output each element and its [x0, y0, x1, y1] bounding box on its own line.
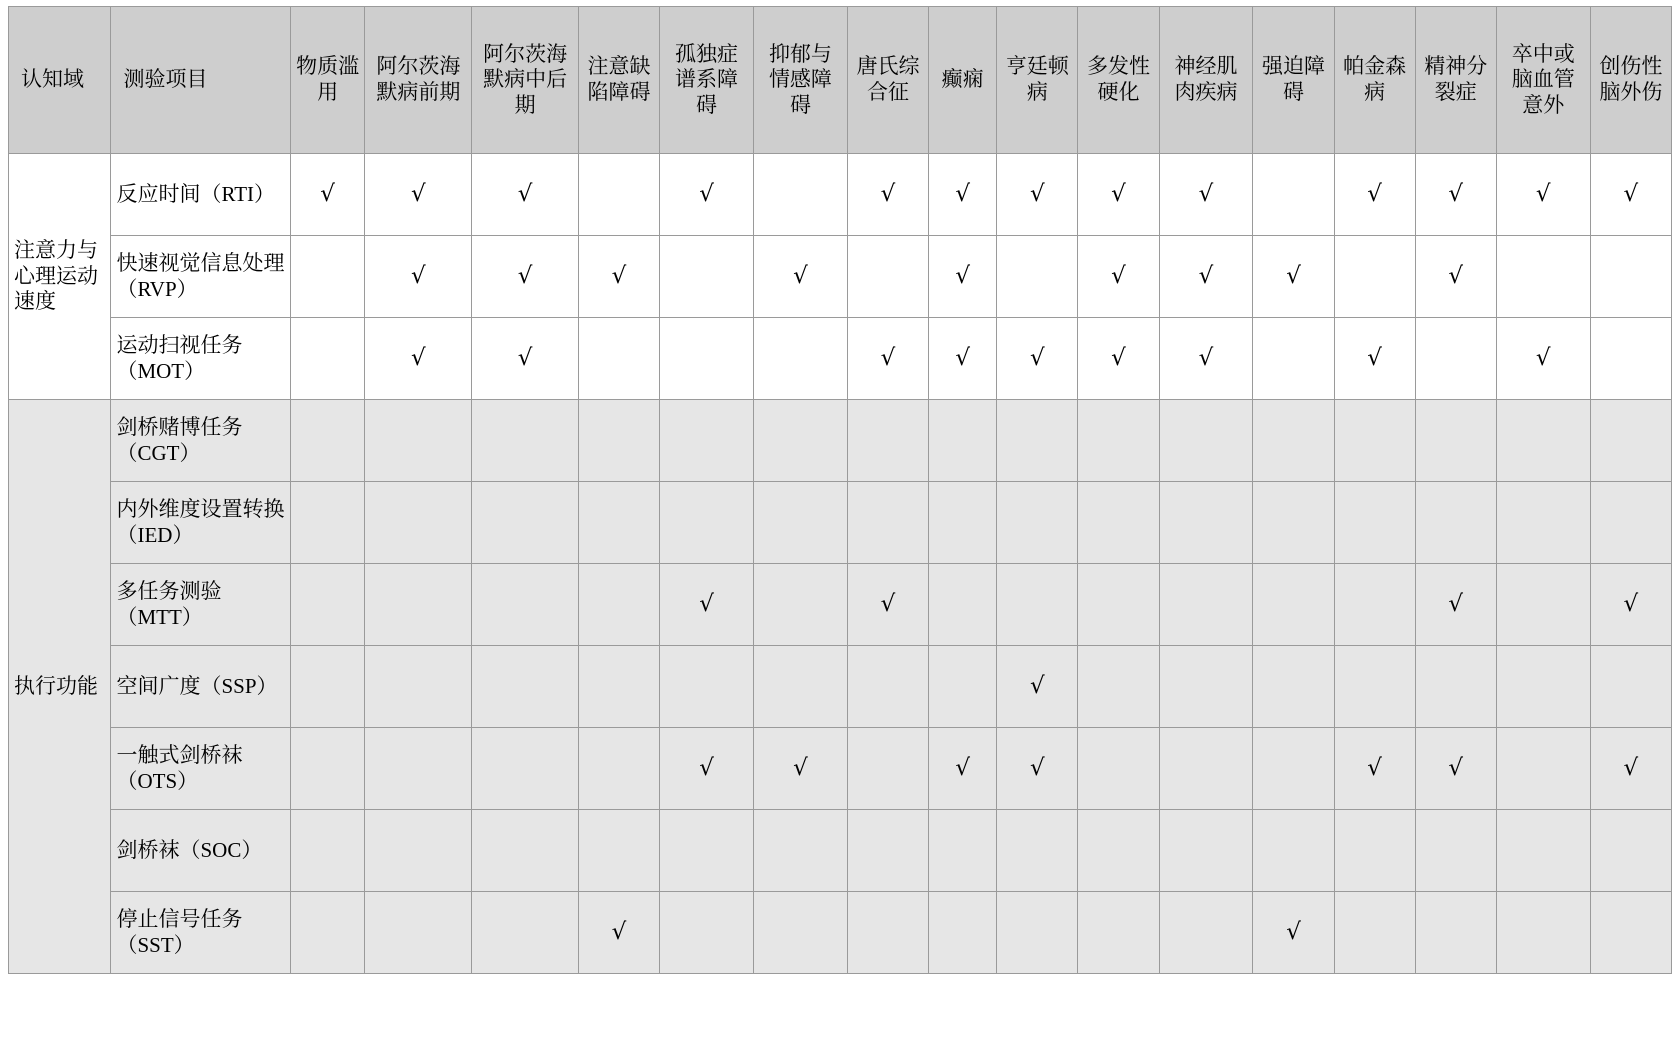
- checkmark-icon: √: [1030, 344, 1045, 371]
- empty-cell: [365, 810, 472, 892]
- check-cell: [929, 318, 997, 400]
- check-cell: [1078, 318, 1159, 400]
- empty-cell: [472, 810, 579, 892]
- check-cell: [660, 564, 754, 646]
- check-cell: [1253, 236, 1334, 318]
- check-cell: [365, 236, 472, 318]
- checkmark-icon: √: [955, 180, 970, 207]
- table-row: [9, 728, 1672, 810]
- empty-cell: [472, 564, 579, 646]
- check-cell: [1334, 728, 1415, 810]
- test-item-cell: 快速视觉信息处理（RVP）: [111, 236, 290, 318]
- test-item-cell: 内外维度设置转换（IED）: [111, 482, 290, 564]
- header-condition-5: [753, 7, 847, 154]
- table-row: [9, 892, 1672, 974]
- empty-cell: [1415, 646, 1496, 728]
- header-condition-15: [1590, 7, 1671, 154]
- header-condition-label: 物质滥用: [296, 54, 360, 104]
- test-item-cell: 多任务测验（MTT）: [111, 564, 290, 646]
- empty-cell: [929, 892, 997, 974]
- check-cell: [1496, 318, 1590, 400]
- empty-cell: [997, 482, 1078, 564]
- empty-cell: [1415, 318, 1496, 400]
- checkmark-icon: √: [1448, 180, 1464, 207]
- empty-cell: [1078, 400, 1159, 482]
- check-cell: [578, 236, 659, 318]
- checkmark-icon: √: [1198, 344, 1214, 371]
- checkmark-icon: √: [699, 590, 714, 617]
- empty-cell: [1334, 400, 1415, 482]
- check-cell: [472, 318, 579, 400]
- empty-cell: [1415, 400, 1496, 482]
- empty-cell: [929, 810, 997, 892]
- header-condition-label: 亨廷顿病: [1005, 54, 1069, 104]
- test-item-cell: 剑桥赌博任务（CGT）: [111, 400, 290, 482]
- check-cell: [1590, 564, 1671, 646]
- checkmark-icon: √: [699, 754, 714, 781]
- empty-cell: [578, 482, 659, 564]
- empty-cell: [753, 400, 847, 482]
- empty-cell: [1496, 728, 1590, 810]
- checkmark-icon: √: [699, 180, 714, 207]
- empty-cell: [472, 892, 579, 974]
- header-condition-3: [578, 7, 659, 154]
- empty-cell: [1159, 728, 1253, 810]
- header-condition-label: 癫痫: [941, 67, 984, 92]
- empty-cell: [290, 318, 365, 400]
- table-row: [9, 400, 1672, 482]
- check-cell: [997, 154, 1078, 236]
- empty-cell: [1590, 482, 1671, 564]
- header-condition-12: [1334, 7, 1415, 154]
- empty-cell: [1496, 482, 1590, 564]
- empty-cell: [997, 564, 1078, 646]
- empty-cell: [578, 728, 659, 810]
- empty-cell: [929, 482, 997, 564]
- empty-cell: [1334, 236, 1415, 318]
- empty-cell: [1078, 728, 1159, 810]
- check-cell: [1415, 236, 1496, 318]
- header-condition-label: 注意缺陷障碍: [587, 54, 651, 104]
- empty-cell: [660, 236, 754, 318]
- check-cell: [1078, 154, 1159, 236]
- empty-cell: [1253, 400, 1334, 482]
- test-item-cell: 剑桥袜（SOC）: [111, 810, 290, 892]
- checkmark-icon: √: [1030, 672, 1045, 699]
- empty-cell: [1253, 810, 1334, 892]
- empty-cell: [472, 646, 579, 728]
- empty-cell: [365, 892, 472, 974]
- empty-cell: [847, 482, 928, 564]
- empty-cell: [753, 646, 847, 728]
- empty-cell: [847, 810, 928, 892]
- table-row: [9, 564, 1672, 646]
- empty-cell: [929, 646, 997, 728]
- empty-cell: [290, 646, 365, 728]
- check-cell: [1415, 154, 1496, 236]
- empty-cell: [578, 154, 659, 236]
- header-condition-label: 孤独症谱系障碍: [675, 41, 739, 117]
- empty-cell: [753, 892, 847, 974]
- check-cell: [847, 154, 928, 236]
- empty-cell: [1334, 892, 1415, 974]
- empty-cell: [290, 564, 365, 646]
- checkmark-icon: √: [1367, 344, 1382, 371]
- header-condition-11: [1253, 7, 1334, 154]
- checkmark-icon: √: [955, 344, 970, 371]
- checkmark-icon: √: [611, 918, 627, 945]
- check-cell: [929, 236, 997, 318]
- checkmark-icon: √: [1286, 918, 1301, 945]
- checkmark-icon: √: [411, 180, 426, 207]
- table-row: [9, 318, 1672, 400]
- checkmark-icon: √: [517, 180, 533, 207]
- checkmark-icon: √: [1030, 180, 1045, 207]
- empty-cell: [290, 400, 365, 482]
- empty-cell: [660, 400, 754, 482]
- empty-cell: [578, 400, 659, 482]
- empty-cell: [1253, 482, 1334, 564]
- table-row: [9, 482, 1672, 564]
- checkmark-icon: √: [1623, 180, 1639, 207]
- empty-cell: [290, 482, 365, 564]
- check-cell: [1590, 728, 1671, 810]
- empty-cell: [660, 318, 754, 400]
- header-condition-2: [472, 7, 579, 154]
- check-cell: [1415, 564, 1496, 646]
- empty-cell: [365, 482, 472, 564]
- test-item-cell: 空间广度（SSP）: [111, 646, 290, 728]
- checkmark-icon: √: [1198, 262, 1214, 289]
- empty-cell: [1253, 154, 1334, 236]
- empty-cell: [1078, 810, 1159, 892]
- empty-cell: [1253, 646, 1334, 728]
- check-cell: [847, 318, 928, 400]
- check-cell: [365, 154, 472, 236]
- table-row: [9, 236, 1672, 318]
- empty-cell: [1334, 564, 1415, 646]
- empty-cell: [1590, 892, 1671, 974]
- check-cell: [1253, 892, 1334, 974]
- empty-cell: [1415, 892, 1496, 974]
- checkmark-icon: √: [1367, 180, 1382, 207]
- empty-cell: [1590, 646, 1671, 728]
- empty-cell: [290, 810, 365, 892]
- empty-cell: [929, 400, 997, 482]
- header-condition-label: 创伤性脑外伤: [1599, 54, 1663, 104]
- header-condition-4: [660, 7, 754, 154]
- check-cell: [1159, 318, 1253, 400]
- empty-cell: [1253, 564, 1334, 646]
- empty-cell: [660, 646, 754, 728]
- empty-cell: [1159, 482, 1253, 564]
- header-condition-9: [1078, 7, 1159, 154]
- domain-cell: 注意力与心理运动速度: [9, 154, 111, 400]
- empty-cell: [753, 154, 847, 236]
- header-test-item: 测验项目: [111, 7, 290, 154]
- header-row: [9, 7, 1672, 154]
- table-row: [9, 810, 1672, 892]
- checkmark-icon: √: [1623, 590, 1639, 617]
- empty-cell: [472, 728, 579, 810]
- empty-cell: [753, 318, 847, 400]
- empty-cell: [1159, 810, 1253, 892]
- table-body: [9, 154, 1672, 974]
- checkmark-icon: √: [1448, 754, 1464, 781]
- empty-cell: [660, 810, 754, 892]
- checkmark-icon: √: [1030, 754, 1045, 781]
- empty-cell: [1078, 646, 1159, 728]
- empty-cell: [578, 318, 659, 400]
- empty-cell: [1334, 646, 1415, 728]
- check-cell: [753, 236, 847, 318]
- empty-cell: [290, 236, 365, 318]
- empty-cell: [1496, 564, 1590, 646]
- empty-cell: [660, 482, 754, 564]
- empty-cell: [660, 892, 754, 974]
- check-cell: [660, 154, 754, 236]
- empty-cell: [1159, 892, 1253, 974]
- empty-cell: [1496, 810, 1590, 892]
- check-cell: [578, 892, 659, 974]
- check-cell: [290, 154, 365, 236]
- empty-cell: [472, 400, 579, 482]
- test-item-cell: 停止信号任务（SST）: [111, 892, 290, 974]
- empty-cell: [1496, 236, 1590, 318]
- empty-cell: [997, 236, 1078, 318]
- empty-cell: [365, 400, 472, 482]
- check-cell: [472, 154, 579, 236]
- empty-cell: [578, 646, 659, 728]
- empty-cell: [472, 482, 579, 564]
- empty-cell: [1253, 318, 1334, 400]
- check-cell: [1078, 236, 1159, 318]
- checkmark-icon: √: [320, 180, 335, 207]
- checkmark-icon: √: [1623, 754, 1639, 781]
- checkmark-icon: √: [1111, 344, 1126, 371]
- checkmark-icon: √: [517, 262, 533, 289]
- empty-cell: [753, 482, 847, 564]
- checkmark-icon: √: [880, 180, 896, 207]
- empty-cell: [290, 892, 365, 974]
- empty-cell: [847, 892, 928, 974]
- check-cell: [1590, 154, 1671, 236]
- check-cell: [1334, 318, 1415, 400]
- header-condition-label: 精神分裂症: [1424, 54, 1488, 104]
- empty-cell: [1078, 892, 1159, 974]
- empty-cell: [365, 728, 472, 810]
- empty-cell: [1496, 892, 1590, 974]
- checkmark-icon: √: [1198, 180, 1214, 207]
- header-condition-1: [365, 7, 472, 154]
- check-cell: [997, 318, 1078, 400]
- header-condition-label: 帕金森病: [1343, 54, 1407, 104]
- check-cell: [1159, 154, 1253, 236]
- empty-cell: [578, 810, 659, 892]
- check-cell: [929, 728, 997, 810]
- domain-cell: 执行功能: [9, 400, 111, 974]
- header-condition-label: 抑郁与情感障碍: [768, 41, 832, 117]
- test-item-cell: 运动扫视任务（MOT）: [111, 318, 290, 400]
- check-cell: [997, 646, 1078, 728]
- check-cell: [929, 154, 997, 236]
- checkmark-icon: √: [611, 262, 627, 289]
- empty-cell: [365, 646, 472, 728]
- checkmark-icon: √: [1448, 262, 1464, 289]
- header-condition-label: 唐氏综合征: [856, 54, 920, 104]
- check-cell: [660, 728, 754, 810]
- empty-cell: [290, 728, 365, 810]
- empty-cell: [847, 728, 928, 810]
- checkmark-icon: √: [955, 754, 970, 781]
- header-condition-7: [929, 7, 997, 154]
- check-cell: [365, 318, 472, 400]
- header-condition-8: [997, 7, 1078, 154]
- empty-cell: [1159, 400, 1253, 482]
- test-item-cell: 反应时间（RTI）: [111, 154, 290, 236]
- header-condition-label: 卒中或脑血管意外: [1511, 41, 1575, 117]
- empty-cell: [1415, 810, 1496, 892]
- empty-cell: [578, 564, 659, 646]
- empty-cell: [365, 564, 472, 646]
- table-header: [9, 7, 1672, 154]
- header-condition-14: [1496, 7, 1590, 154]
- checkmark-icon: √: [880, 344, 896, 371]
- empty-cell: [847, 400, 928, 482]
- checkmark-icon: √: [1367, 754, 1382, 781]
- check-cell: [1334, 154, 1415, 236]
- empty-cell: [847, 646, 928, 728]
- header-condition-label: 强迫障碍: [1262, 54, 1326, 104]
- check-cell: [847, 564, 928, 646]
- empty-cell: [1590, 810, 1671, 892]
- checkmark-icon: √: [1535, 180, 1551, 207]
- checkmark-icon: √: [517, 344, 533, 371]
- header-condition-10: [1159, 7, 1253, 154]
- header-condition-13: [1415, 7, 1496, 154]
- empty-cell: [997, 810, 1078, 892]
- header-condition-label: 阿尔茨海默病中后期: [483, 41, 568, 117]
- check-cell: [753, 728, 847, 810]
- table-row: [9, 154, 1672, 236]
- empty-cell: [753, 810, 847, 892]
- test-item-cell: 一触式剑桥袜（OTS）: [111, 728, 290, 810]
- empty-cell: [1334, 810, 1415, 892]
- empty-cell: [1496, 400, 1590, 482]
- check-cell: [1159, 236, 1253, 318]
- check-cell: [472, 236, 579, 318]
- empty-cell: [1078, 564, 1159, 646]
- empty-cell: [997, 892, 1078, 974]
- checkmark-icon: √: [411, 262, 426, 289]
- header-condition-label: 多发性硬化: [1086, 54, 1150, 104]
- header-condition-6: [847, 7, 928, 154]
- empty-cell: [1253, 728, 1334, 810]
- empty-cell: [997, 400, 1078, 482]
- empty-cell: [1590, 236, 1671, 318]
- empty-cell: [753, 564, 847, 646]
- checkmark-icon: √: [1448, 590, 1464, 617]
- empty-cell: [1415, 482, 1496, 564]
- empty-cell: [1590, 318, 1671, 400]
- check-cell: [1415, 728, 1496, 810]
- cognitive-test-matrix-table: [8, 6, 1672, 974]
- empty-cell: [1078, 482, 1159, 564]
- checkmark-icon: √: [880, 590, 896, 617]
- empty-cell: [1159, 646, 1253, 728]
- checkmark-icon: √: [955, 262, 970, 289]
- checkmark-icon: √: [793, 754, 808, 781]
- empty-cell: [847, 236, 928, 318]
- empty-cell: [1590, 400, 1671, 482]
- header-condition-label: 神经肌肉疾病: [1174, 54, 1238, 104]
- checkmark-icon: √: [1286, 262, 1301, 289]
- checkmark-icon: √: [411, 344, 426, 371]
- header-cognitive-domain: 认知域: [9, 7, 111, 154]
- empty-cell: [1159, 564, 1253, 646]
- empty-cell: [1334, 482, 1415, 564]
- header-condition-label: 阿尔茨海默病前期: [376, 54, 461, 104]
- header-condition-0: [290, 7, 365, 154]
- checkmark-icon: √: [1535, 344, 1551, 371]
- table-row: [9, 646, 1672, 728]
- checkmark-icon: √: [1111, 262, 1126, 289]
- check-cell: [1496, 154, 1590, 236]
- empty-cell: [929, 564, 997, 646]
- empty-cell: [1496, 646, 1590, 728]
- checkmark-icon: √: [793, 262, 808, 289]
- check-cell: [997, 728, 1078, 810]
- checkmark-icon: √: [1111, 180, 1126, 207]
